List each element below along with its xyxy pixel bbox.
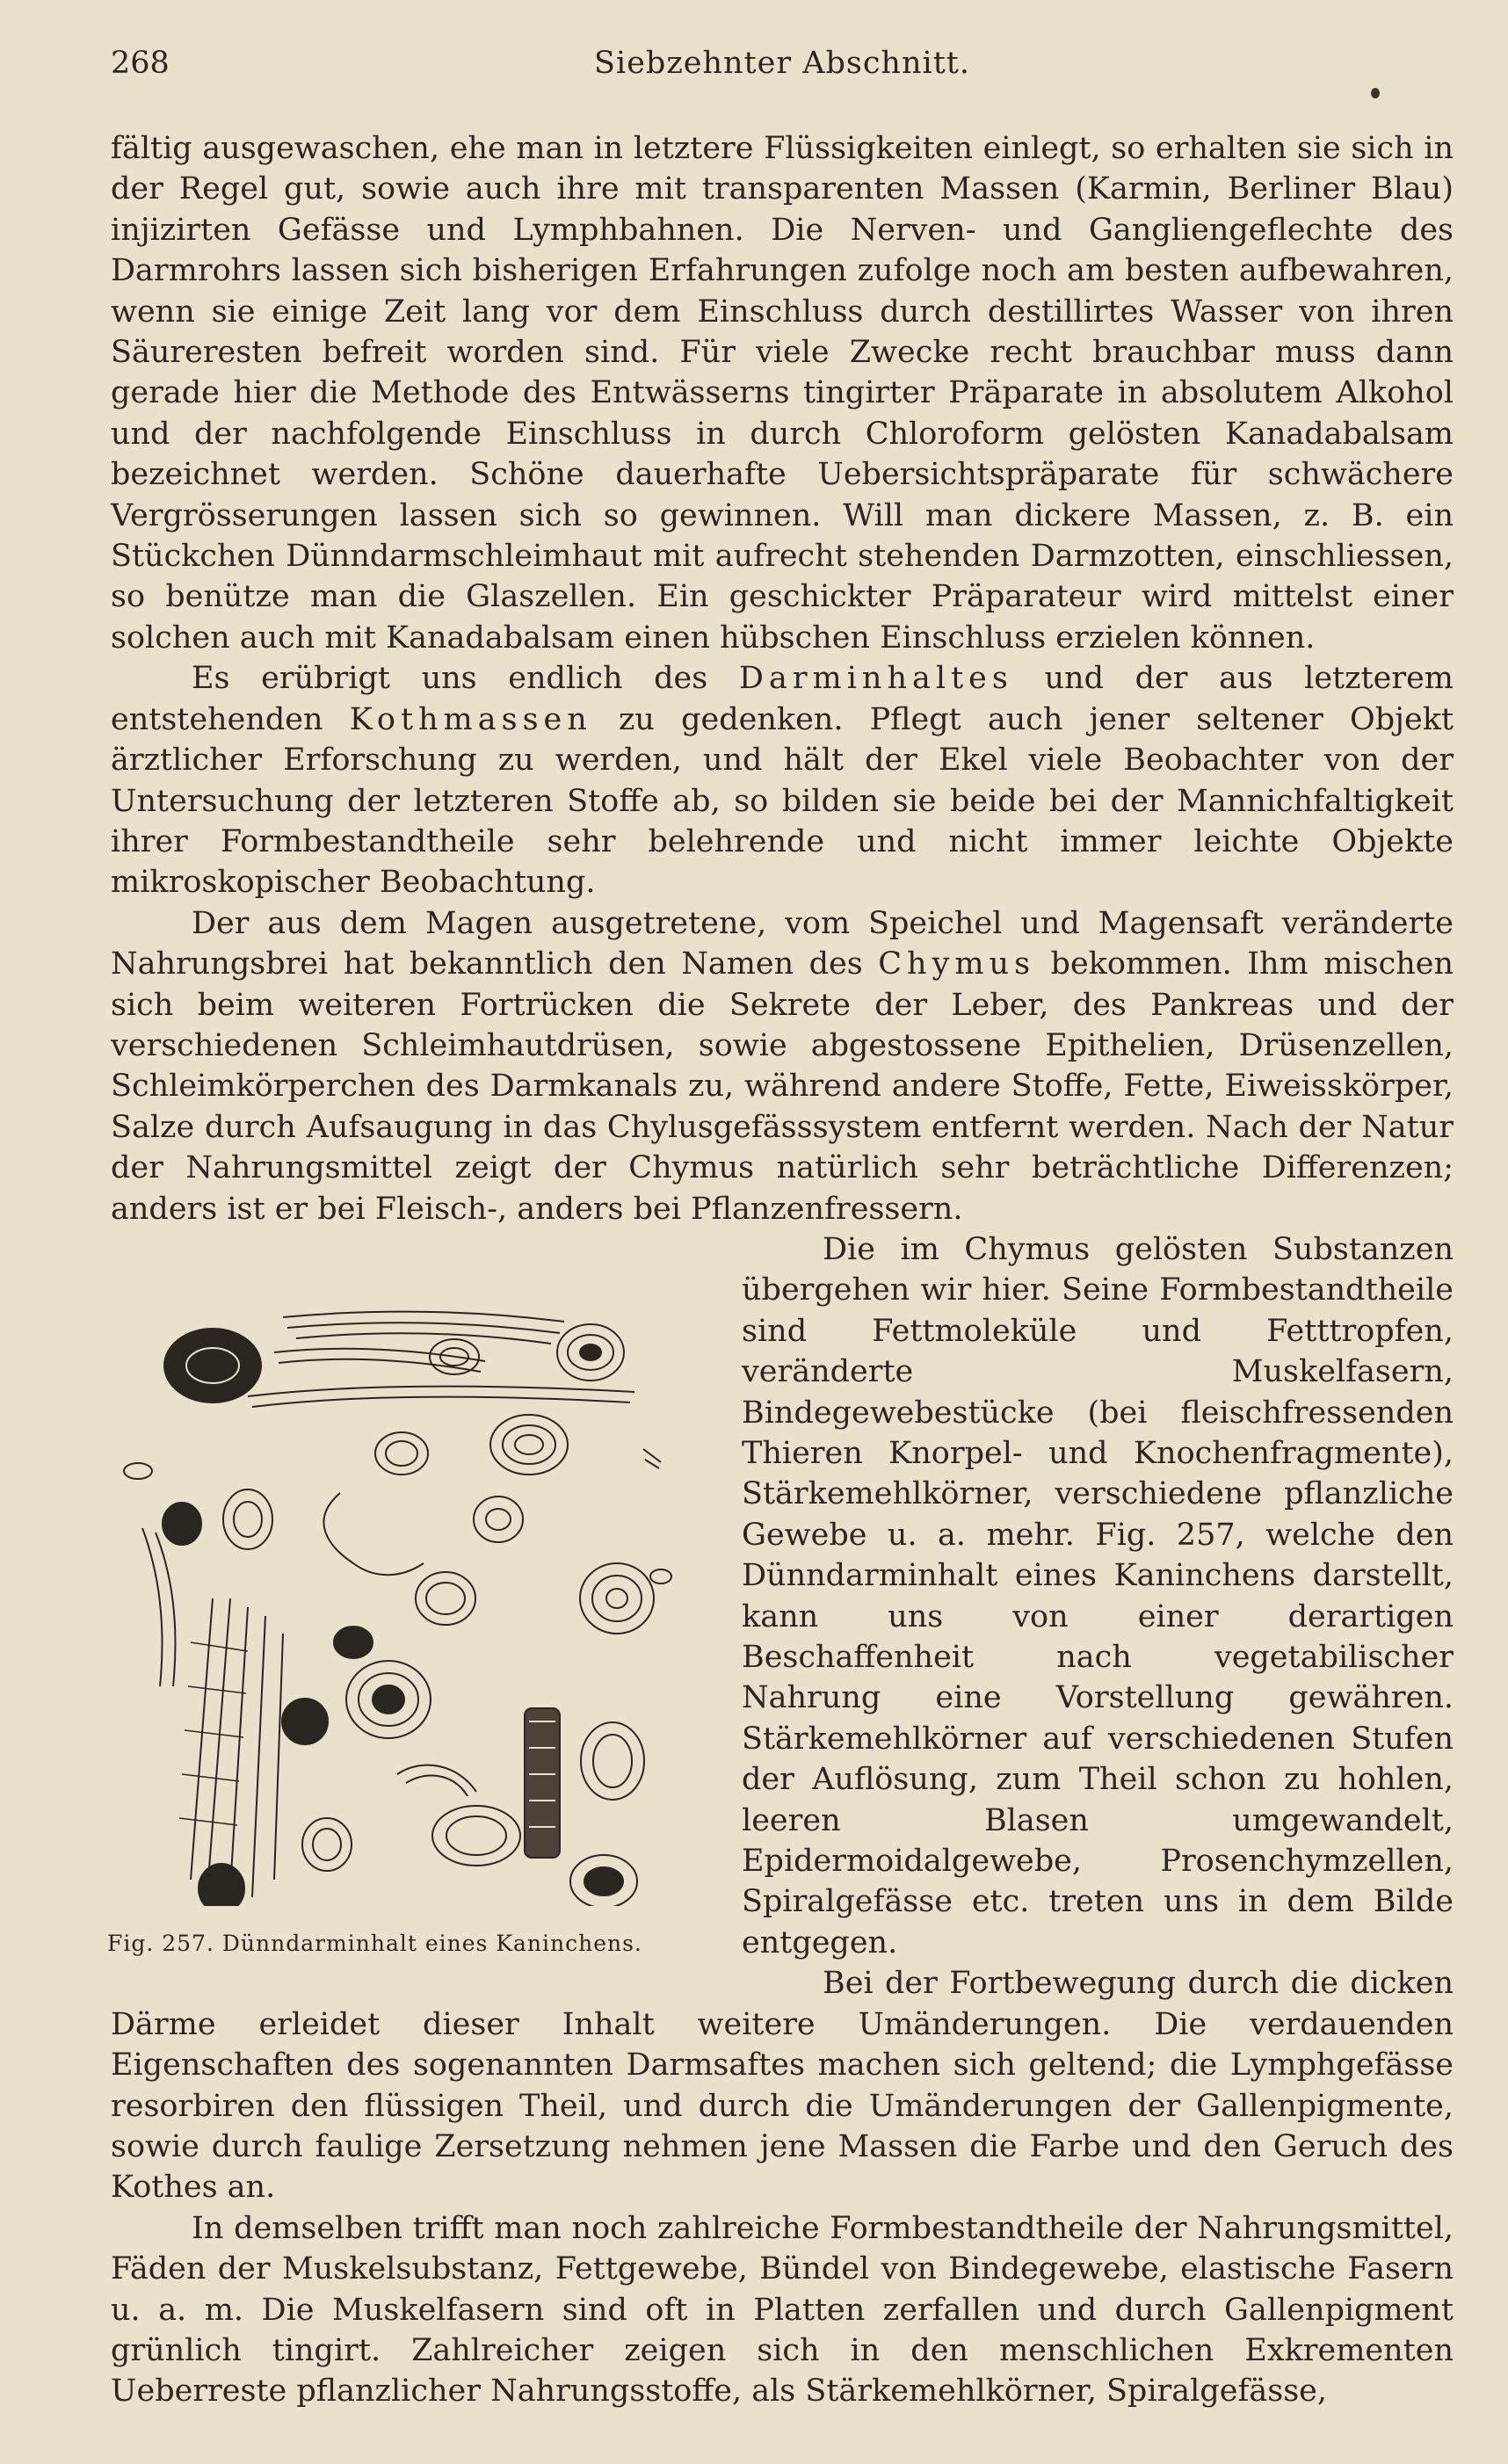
- paragraph-4: Die im Chymus gelösten Substanzen übergehen wir hier. Seine Formbestandtheile sind Fettmoleküle und Fetttropfen, veränderte Muskelfasern, Bindegewebestücke (bei fleischfressenden Thieren Knorpel- und Knochenfragmente), Stärkemehlkörner, verschiedene pflanzliche Gewebe u. a. mehr. Fig. 257, welche den Dünndarminhalt eines Kaninchens darstellt, kann uns von einer derartigen Beschaffenheit nach vegetabilischer Nahrung eine Vorstellung gewähren. Stärkemehlkörner auf verschiedenen Stufen der Auflösung, zum Theil schon zu hohlen, leeren Blasen umgewandelt, Epidermoidalgewebe, Prosenchymzellen, Spiralgefässe etc. treten uns in dem Bilde entgegen.: [742, 1231, 1454, 1960]
- running-head: Siebzehnter Abschnitt.: [594, 46, 970, 81]
- figure-caption: Fig. 257. Dünndarminhalt eines Kaninchens.: [107, 1930, 642, 1956]
- figure-257-illustration: [107, 1229, 705, 1906]
- paragraph-6: In demselben trifft man noch zahlreiche Formbestandtheile der Nahrungsmittel, Fäden der Muskelsubstanz, Fettgewebe, Bündel von Bindegewebe, elastische Fasern u. a. m. Die Muskelfasern sind oft in Platten zerfallen und durch Gallenpigment grünlich tingirt. Zahlreicher zeigen sich in den menschlichen Exkrementen Ueberreste pflanzlicher Nahrungsstoffe, als Stärkemehlkörner, Spiralgefässe,: [111, 2210, 1454, 2410]
- page-header: [111, 46, 1454, 86]
- paragraph-3: [111, 903, 1454, 1229]
- ink-speck: [1371, 88, 1380, 98]
- body-text: [107, 128, 1454, 2412]
- paragraph-5: Bei der Fortbewegung durch die dicken Därme erleidet dieser Inhalt weitere Umänderungen. Die verdauenden Eigenschaften des sogenannten Darmsaftes machen sich geltend; die Lymphgefässe resorbiren den flüssigen Theil, und durch die Umänderungen der Gallenpigmente, sowie durch faulige Zersetzung nehmen jene Massen die Farbe und den Geruch des Kothes an.: [111, 1966, 1454, 2206]
- paragraph-2-text-b: und der aus letzterem entstehenden: [111, 661, 1454, 737]
- paragraph-3-text-a: Der aus dem Magen ausgetretene, vom Speichel und Magensaft veränderte Nahrungsbrei hat bekanntlich den Namen des: [111, 905, 1454, 982]
- figure-257: [107, 1229, 705, 1982]
- paragraph-3-text-b: bekommen. Ihm mischen sich beim weiteren Fortrücken die Sekrete der Leber, des Pankreas und der verschiedenen Schleimhautdrüsen, sowie abgestossene Epithelien, Drüsenzellen, Schleimkörperchen des Darmkanals zu, während andere Stoffe, Fette, Eiweisskörper, Salze durch Aufsaugung in das Chylusgefässsystem entfernt werden. Nach der Natur der Nahrungsmittel zeigt der Chymus natürlich sehr beträchtliche Differenzen; anders ist er bei Fleisch-, anders bei Pflanzenfressern.: [111, 946, 1454, 1227]
- paragraph-2-text-c: zu gedenken. Pflegt auch jener seltener Objekt ärztlicher Erforschung zu werden, und hält der Ekel viele Beobachter von der Untersuchung der letzteren Stoffe ab, so bilden sie beide bei der Mannichfaltigkeit ihrer Formbestandtheile sehr belehrende und nicht immer leichte Objekte mikroskopischer Beobachtung.: [111, 701, 1454, 901]
- term-darminhaltes: Darminhaltes: [738, 661, 1013, 697]
- paragraph-1: fältig ausgewaschen, ehe man in letztere Flüssigkeiten einlegt, so erhalten sie sich in der Regel gut, sowie auch ihre mit transparenten Massen (Karmin, Berliner Blau) injizirten Gefässe und Lymphbahnen. Die Nerven- und Gangliengeflechte des Darmrohrs lassen sich bisherigen Erfahrungen zufolge noch am besten aufbewahren, wenn sie einige Zeit lang vor dem Einschluss durch destillirtes Wasser von ihren Säureresten befreit worden sind. Für viele Zwecke recht brauchbar muss dann gerade hier die Methode des Entwässerns tingirter Präparate in absolutem Alkohol und der nachfolgende Einschluss in durch Chloroform gelösten Kanadabalsam bezeichnet werden. Schöne dauerhafte Uebersichtspräparate für schwächere Vergrösserungen lassen sich so gewinnen. Will man dickere Massen, z. B. ein Stückchen Dünndarmschleimhaut mit aufrecht stehenden Darmzotten, einschliessen, so benütze man die Glaszellen. Ein geschickter Präparateur wird mittelst einer solchen auch mit Kanadabalsam einen hübschen Einschluss erzielen können.: [111, 131, 1454, 656]
- page-number: 268: [111, 46, 170, 81]
- paragraph-2: [111, 658, 1454, 902]
- paragraph-2-text-a: Es erübrigt uns endlich des: [192, 661, 708, 697]
- term-kothmassen: Kothmassen: [349, 701, 592, 737]
- term-chymus: Chymus: [878, 946, 1036, 982]
